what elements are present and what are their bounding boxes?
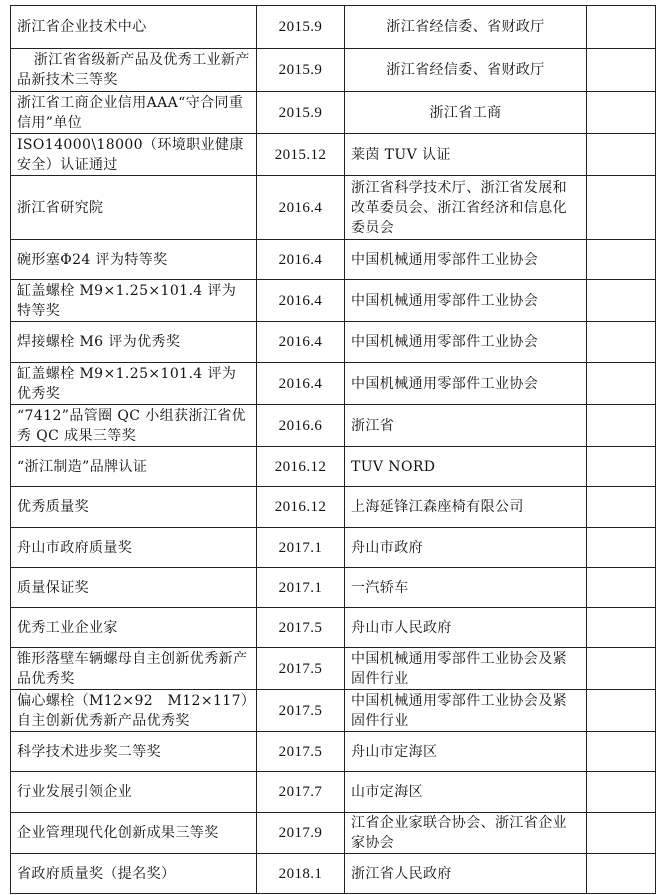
award-date: 2016.4 — [257, 240, 345, 280]
award-issuer: 舟山市定海区 — [345, 732, 587, 772]
empty-cell — [587, 568, 656, 608]
awards-table — [10, 5, 656, 894]
table-row — [11, 405, 656, 447]
award-name: 浙江省企业技术中心 — [11, 6, 257, 49]
table-row — [11, 528, 656, 568]
empty-cell — [587, 528, 656, 568]
table-row — [11, 568, 656, 608]
award-issuer: 浙江省科学技术厅、浙江省发展和改革委员会、浙江省经济和信息化委员会 — [345, 176, 587, 240]
table-row — [11, 240, 656, 280]
table-row — [11, 608, 656, 648]
award-issuer: 中国机械通用零部件工业协会及紧固件行业 — [345, 690, 587, 732]
award-date: 2016.4 — [257, 176, 345, 240]
award-date: 2017.5 — [257, 690, 345, 732]
award-name: 行业发展引领企业 — [11, 772, 257, 813]
empty-cell — [587, 487, 656, 528]
award-issuer: 浙江省经信委、省财政厅 — [345, 6, 587, 49]
award-name: 缸盖螺栓 M9×1.25×101.4 评为优秀奖 — [11, 363, 257, 405]
award-date: 2017.5 — [257, 608, 345, 648]
table-row — [11, 487, 656, 528]
table-row — [11, 813, 656, 854]
empty-cell — [587, 134, 656, 176]
award-name: 质量保证奖 — [11, 568, 257, 608]
award-date: 2016.4 — [257, 322, 345, 363]
award-issuer: 中国机械通用零部件工业协会 — [345, 280, 587, 322]
award-date: 2017.9 — [257, 813, 345, 854]
award-date: 2016.6 — [257, 405, 345, 447]
award-date: 2015.12 — [257, 134, 345, 176]
table-row — [11, 690, 656, 732]
award-name: 浙江省研究院 — [11, 176, 257, 240]
award-date: 2017.7 — [257, 772, 345, 813]
empty-cell — [587, 322, 656, 363]
award-name: 碗形塞Φ24 评为特等奖 — [11, 240, 257, 280]
award-date: 2015.9 — [257, 6, 345, 49]
award-date: 2018.1 — [257, 854, 345, 894]
empty-cell — [587, 854, 656, 894]
award-name: 锥形落壁车辆螺母自主创新优秀新产品优秀奖 — [11, 648, 257, 690]
table-row — [11, 732, 656, 772]
empty-cell — [587, 240, 656, 280]
empty-cell — [587, 92, 656, 134]
empty-cell — [587, 608, 656, 648]
empty-cell — [587, 6, 656, 49]
award-name: 浙江省省级新产品及优秀工业新产品新技术三等奖 — [11, 49, 257, 92]
award-issuer: 江省企业家联合协会、浙江省企业家协会 — [345, 813, 587, 854]
award-issuer: 上海延锋江森座椅有限公司 — [345, 487, 587, 528]
empty-cell — [587, 363, 656, 405]
award-name: 偏心螺栓（M12×92 M12×117）自主创新优秀新产品优秀奖 — [11, 690, 257, 732]
award-name: 浙江省工商企业信用AAA“守合同重信用”单位 — [11, 92, 257, 134]
empty-cell — [587, 49, 656, 92]
empty-cell — [587, 447, 656, 487]
award-name: 焊接螺栓 M6 评为优秀奖 — [11, 322, 257, 363]
table-row — [11, 772, 656, 813]
empty-cell — [587, 732, 656, 772]
table-row — [11, 363, 656, 405]
empty-cell — [587, 690, 656, 732]
table-row — [11, 92, 656, 134]
award-issuer: 莱茵 TUV 认证 — [345, 134, 587, 176]
award-date: 2017.1 — [257, 528, 345, 568]
table-row — [11, 322, 656, 363]
award-date: 2016.12 — [257, 487, 345, 528]
award-date: 2015.9 — [257, 49, 345, 92]
award-name: 优秀质量奖 — [11, 487, 257, 528]
award-date: 2017.1 — [257, 568, 345, 608]
award-name: 企业管理现代化创新成果三等奖 — [11, 813, 257, 854]
award-name: 省政府质量奖（提名奖） — [11, 854, 257, 894]
award-date: 2017.5 — [257, 648, 345, 690]
award-name: 舟山市政府质量奖 — [11, 528, 257, 568]
award-name: “浙江制造”品牌认证 — [11, 447, 257, 487]
award-name: 优秀工业企业家 — [11, 608, 257, 648]
award-date: 2016.12 — [257, 447, 345, 487]
award-issuer: 中国机械通用零部件工业协会及紧固件行业 — [345, 648, 587, 690]
table-row — [11, 134, 656, 176]
award-issuer: 山市定海区 — [345, 772, 587, 813]
award-date: 2016.4 — [257, 280, 345, 322]
empty-cell — [587, 176, 656, 240]
empty-cell — [587, 405, 656, 447]
table-row — [11, 49, 656, 92]
award-date: 2017.5 — [257, 732, 345, 772]
award-issuer: 舟山市政府 — [345, 528, 587, 568]
empty-cell — [587, 648, 656, 690]
table-row — [11, 648, 656, 690]
award-name: ISO14000\18000（环境职业健康安全）认证通过 — [11, 134, 257, 176]
award-issuer: 中国机械通用零部件工业协会 — [345, 363, 587, 405]
award-date: 2015.9 — [257, 92, 345, 134]
award-issuer: 浙江省经信委、省财政厅 — [345, 49, 587, 92]
award-issuer: 中国机械通用零部件工业协会 — [345, 240, 587, 280]
awards-table-body — [11, 6, 656, 894]
empty-cell — [587, 280, 656, 322]
empty-cell — [587, 772, 656, 813]
award-issuer: 一汽轿车 — [345, 568, 587, 608]
table-row — [11, 280, 656, 322]
award-issuer: 浙江省 — [345, 405, 587, 447]
table-row — [11, 447, 656, 487]
table-row — [11, 176, 656, 240]
empty-cell — [587, 813, 656, 854]
table-row — [11, 6, 656, 49]
award-name: 科学技术进步奖二等奖 — [11, 732, 257, 772]
award-issuer: 浙江省工商 — [345, 92, 587, 134]
award-issuer: 舟山市人民政府 — [345, 608, 587, 648]
award-name: 缸盖螺栓 M9×1.25×101.4 评为特等奖 — [11, 280, 257, 322]
award-issuer: 中国机械通用零部件工业协会 — [345, 322, 587, 363]
award-date: 2016.4 — [257, 363, 345, 405]
award-issuer: TUV NORD — [345, 447, 587, 487]
table-row — [11, 854, 656, 894]
award-issuer: 浙江省人民政府 — [345, 854, 587, 894]
award-name: “7412”品管圈 QC 小组获浙江省优秀 QC 成果三等奖 — [11, 405, 257, 447]
